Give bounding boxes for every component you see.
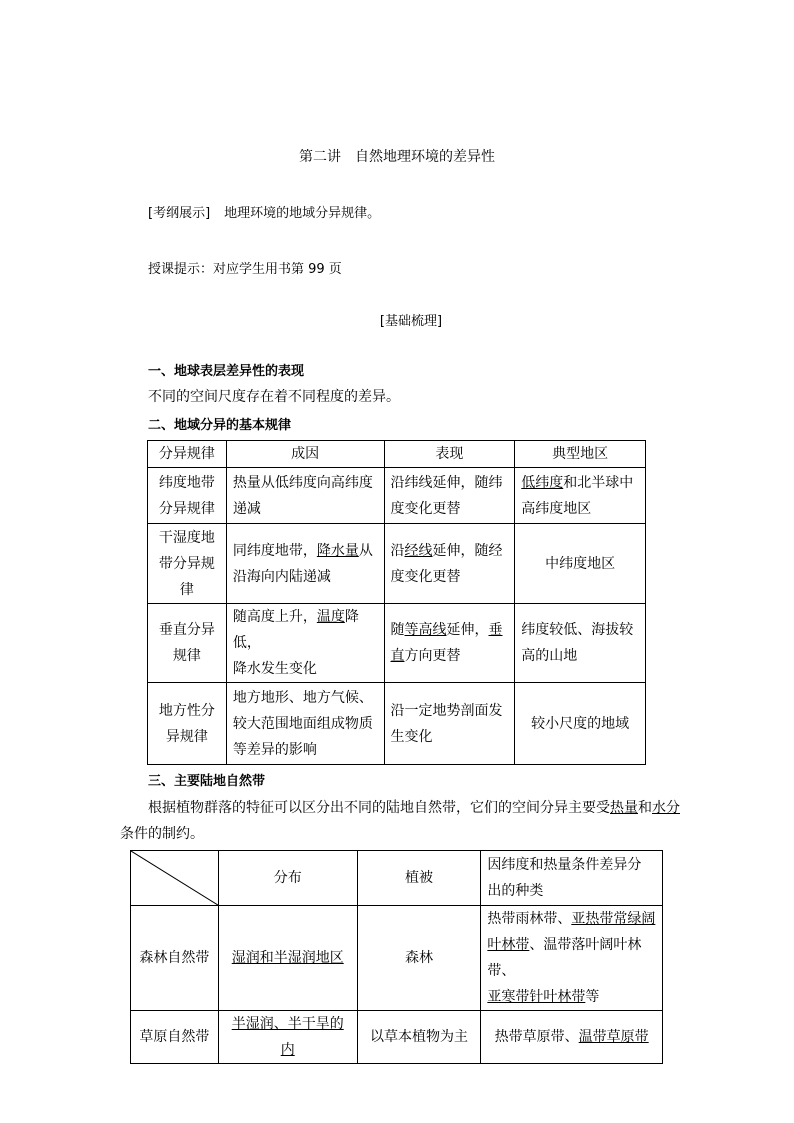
table-row bbox=[148, 604, 646, 683]
diagonal-header-cell bbox=[131, 851, 219, 906]
regularity-table bbox=[147, 440, 646, 765]
outline-label: [考纲展示] bbox=[148, 206, 211, 221]
diagonal-line bbox=[131, 851, 218, 905]
show-cell: 沿纬线延伸，随纬 度变化更替 bbox=[384, 468, 515, 524]
outline-line bbox=[148, 202, 380, 221]
show-cell: 沿经线延伸，随经 度变化更替 bbox=[384, 524, 515, 604]
table-header-row bbox=[148, 441, 646, 468]
page-title: 第二讲 自然地理环境的差异性 bbox=[299, 149, 495, 165]
outline-text: 地理环境的地域分异规律。 bbox=[224, 206, 381, 221]
law-cell: 纬度地带 分异规律 bbox=[148, 468, 227, 524]
zone-name: 森林自然带 bbox=[131, 906, 219, 1011]
cause-cell: 地方地形、地方气候、 较大范围地面组成物质 等差异的影响 bbox=[226, 683, 384, 765]
cause-cell: 随高度上升，温度降低， 降水发生变化 bbox=[226, 604, 384, 683]
zone-name: 草原自然带 bbox=[131, 1011, 219, 1064]
cause-cell: 热量从低纬度向高纬度 递减 bbox=[226, 468, 384, 524]
col-header: 因纬度和热量条件差异分 出的种类 bbox=[481, 851, 663, 906]
zone-types: 热带草原带、温带草原带 bbox=[481, 1011, 663, 1064]
table-header-row bbox=[131, 851, 663, 906]
table-row bbox=[148, 524, 646, 604]
s3-paragraph-line1: 根据植物群落的特征可以区分出不同的陆地自然带，它们的空间分异主要受热量和水分 bbox=[148, 800, 680, 816]
area-cell: 低纬度和北半球中 高纬度地区 bbox=[515, 468, 646, 524]
col-header: 分布 bbox=[218, 851, 357, 906]
area-cell: 纬度较低、海拔较 高的山地 bbox=[515, 604, 646, 683]
table-row bbox=[148, 468, 646, 524]
show-cell: 随等高线延伸，垂 直方向更替 bbox=[384, 604, 515, 683]
table-row bbox=[148, 683, 646, 765]
table-row bbox=[131, 1011, 663, 1064]
col-header: 成因 bbox=[226, 441, 384, 468]
table-row bbox=[131, 906, 663, 1011]
col-header: 分异规律 bbox=[148, 441, 227, 468]
zone-distribution: 半湿润、半干旱的内 bbox=[218, 1011, 357, 1064]
s1-text: 不同的空间尺度存在着不同程度的差异。 bbox=[148, 389, 400, 405]
s1-heading: 一、地球表层差异性的表现 bbox=[148, 364, 305, 379]
col-header: 植被 bbox=[357, 851, 481, 906]
zone-vegetation: 森林 bbox=[357, 906, 481, 1011]
area-cell: 较小尺度的地域 bbox=[515, 683, 646, 765]
lesson-hint: 授课提示：对应学生用书第 99 页 bbox=[148, 262, 342, 277]
s2-heading: 二、地域分异的基本规律 bbox=[148, 418, 292, 433]
cause-cell: 同纬度地带，降水量从 沿海向内陆递减 bbox=[226, 524, 384, 604]
show-cell: 沿一定地势剖面发 生变化 bbox=[384, 683, 515, 765]
law-cell: 地方性分 异规律 bbox=[148, 683, 227, 765]
s3-paragraph-line2: 条件的制约。 bbox=[120, 826, 204, 842]
s3-heading: 三、主要陆地自然带 bbox=[148, 774, 266, 789]
zone-types: 热带雨林带、亚热带常绿阔 叶林带、温带落叶阔叶林带、 亚寒带针叶林带等 bbox=[481, 906, 663, 1011]
law-cell: 干湿度地 带分异规 律 bbox=[148, 524, 227, 604]
col-header: 表现 bbox=[384, 441, 515, 468]
area-cell: 中纬度地区 bbox=[515, 524, 646, 604]
zone-distribution: 湿润和半湿润地区 bbox=[218, 906, 357, 1011]
natural-zone-table bbox=[130, 850, 663, 1064]
law-cell: 垂直分异 规律 bbox=[148, 604, 227, 683]
zone-vegetation: 以草本植物为主 bbox=[357, 1011, 481, 1064]
col-header: 典型地区 bbox=[515, 441, 646, 468]
section-heading: [基础梳理] bbox=[379, 314, 443, 329]
